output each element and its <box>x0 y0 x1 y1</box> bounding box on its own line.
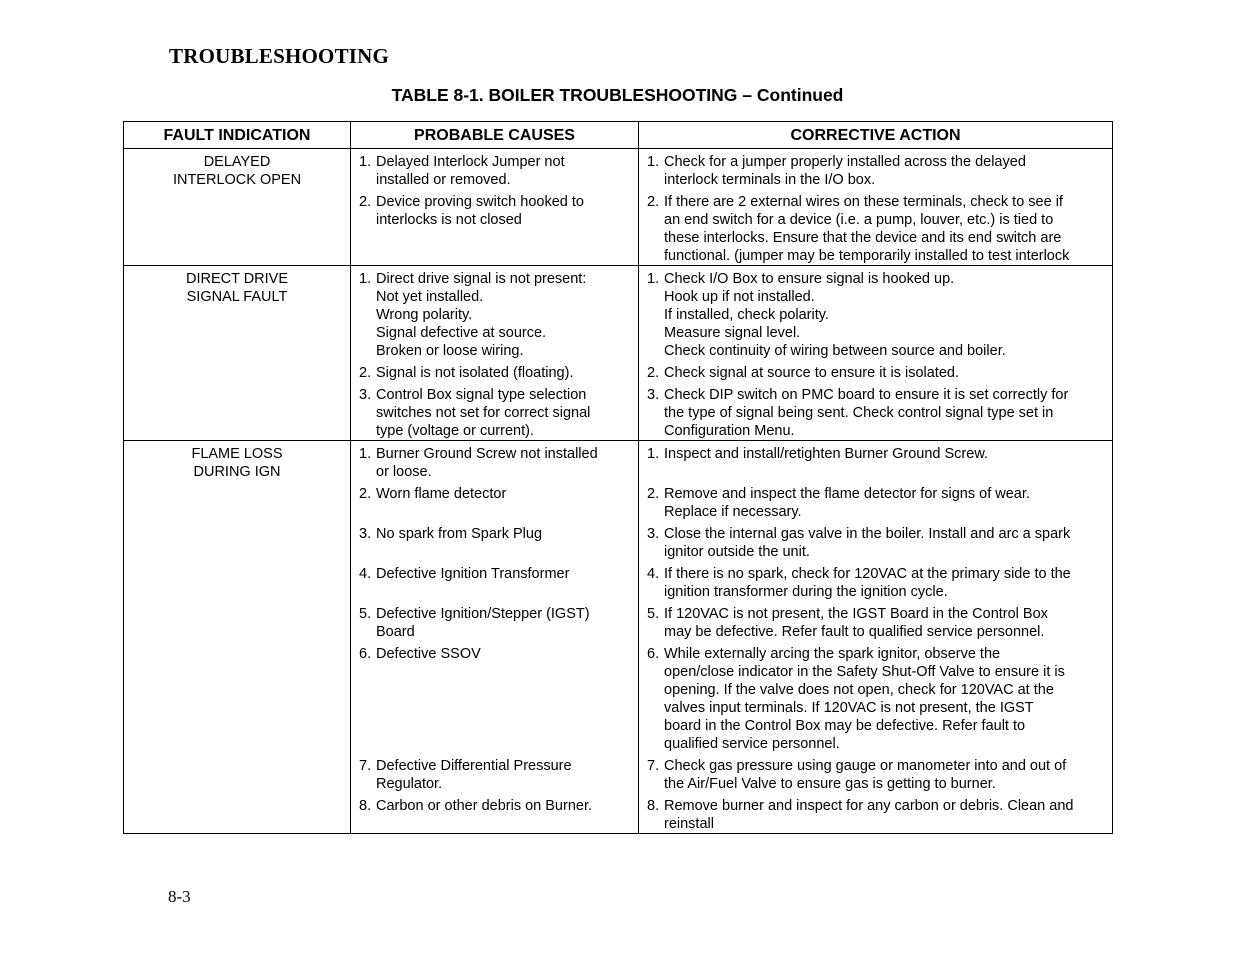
probable-cause-text-line: No spark from Spark Plug <box>376 526 543 542</box>
probable-cause-cell <box>351 441 639 834</box>
corrective-action-text-line: valves input terminals. If 120VAC is not present, the IGST <box>664 700 1034 716</box>
troubleshooting-table-container <box>123 121 1112 834</box>
fault-indication-line: INTERLOCK OPEN <box>172 172 302 188</box>
corrective-action-cell <box>639 441 1113 834</box>
fault-indication-cell <box>124 441 351 834</box>
probable-cause-text-line: Control Box signal type selection <box>376 387 587 403</box>
probable-cause-number: 1. <box>359 271 372 287</box>
corrective-action-text-line: If installed, check polarity. <box>664 307 829 323</box>
corrective-action-item <box>647 525 1108 561</box>
probable-cause-cell <box>351 149 639 266</box>
corrective-action-text-line: ignitor outside the unit. <box>664 544 810 560</box>
corrective-action-item <box>647 270 1108 360</box>
corrective-action-number: 1. <box>647 154 660 170</box>
corrective-action-text-line: the Air/Fuel Valve to ensure gas is getting to burner. <box>664 776 996 792</box>
corrective-action-text-line: Remove burner and inspect for any carbon or debris. Clean and <box>664 798 1074 814</box>
corrective-action-text-line: an end switch for a device (i.e. a pump, louver, etc.) is tied to <box>664 212 1054 228</box>
corrective-action-text-line: these interlocks. Ensure that the device and its end switch are <box>664 230 1062 246</box>
table-row <box>124 266 1113 441</box>
corrective-action-item <box>647 364 1108 382</box>
column-header-corrective-action: CORRECTIVE ACTION <box>639 122 1113 149</box>
corrective-action-number: 2. <box>647 365 660 381</box>
corrective-action-number: 8. <box>647 798 660 814</box>
probable-cause-number: 7. <box>359 758 372 774</box>
table-header-row <box>124 122 1113 149</box>
corrective-action-number: 2. <box>647 486 660 502</box>
corrective-action-number: 1. <box>647 446 660 462</box>
probable-cause-text-line: Worn flame detector <box>376 486 507 502</box>
corrective-action-text-line: Check for a jumper properly installed across the delayed <box>664 154 1026 170</box>
probable-cause-text-line: switches not set for correct signal <box>376 405 591 421</box>
fault-indication-line: FLAME LOSS <box>191 446 283 462</box>
probable-cause-text-line: or loose. <box>376 464 432 480</box>
corrective-action-text-line: Check signal at source to ensure it is isolated. <box>664 365 959 381</box>
probable-cause-text-line: Carbon or other debris on Burner. <box>376 798 593 814</box>
corrective-action-text-line: If there are 2 external wires on these terminals, check to see if <box>664 194 1063 210</box>
corrective-action-number: 6. <box>647 646 660 662</box>
probable-cause-item <box>359 525 634 543</box>
corrective-action-number: 2. <box>647 194 660 210</box>
corrective-action-item <box>647 797 1108 833</box>
corrective-action-text-line: Hook up if not installed. <box>664 289 815 305</box>
column-header-probable-causes: PROBABLE CAUSES <box>351 122 639 149</box>
table-row <box>124 149 1113 266</box>
corrective-action-cell <box>639 266 1113 441</box>
probable-cause-text-line: Wrong polarity. <box>376 307 473 323</box>
probable-cause-text-line: Signal defective at source. <box>376 325 547 341</box>
fault-indication-cell <box>124 266 351 441</box>
corrective-action-text-line: While externally arcing the spark ignitor, observe the <box>664 646 1001 662</box>
table-body <box>124 149 1113 834</box>
table-caption: TABLE 8-1. BOILER TROUBLESHOOTING – Continued <box>391 85 844 105</box>
corrective-action-number: 5. <box>647 606 660 622</box>
probable-cause-text-line: Device proving switch hooked to <box>376 194 584 210</box>
corrective-action-text-line: If there is no spark, check for 120VAC at the primary side to the <box>664 566 1071 582</box>
corrective-action-text-line: interlock terminals in the I/O box. <box>664 172 876 188</box>
fault-indication-line: DIRECT DRIVE <box>185 271 289 287</box>
fault-indication-line: SIGNAL FAULT <box>186 289 288 305</box>
probable-cause-item <box>359 757 634 793</box>
corrective-action-text-line: ignition transformer during the ignition cycle. <box>664 584 948 600</box>
probable-cause-text-line: Defective SSOV <box>376 646 481 662</box>
probable-cause-text-line: type (voltage or current). <box>376 423 534 439</box>
corrective-action-text-line: opening. If the valve does not open, check for 120VAC at the <box>664 682 1054 698</box>
corrective-action-item <box>647 445 1108 463</box>
probable-cause-number: 1. <box>359 446 372 462</box>
corrective-action-number: 4. <box>647 566 660 582</box>
corrective-action-number: 7. <box>647 758 660 774</box>
corrective-action-text-line: functional. (jumper may be temporarily installed to test interlock <box>664 248 1070 264</box>
corrective-action-item <box>647 757 1108 793</box>
probable-cause-text-line: Defective Differential Pressure <box>376 758 572 774</box>
table-row <box>124 441 1113 834</box>
probable-cause-text-line: Burner Ground Screw not installed <box>376 446 598 462</box>
probable-cause-cell <box>351 266 639 441</box>
corrective-action-text-line: Check DIP switch on PMC board to ensure it is set correctly for <box>664 387 1069 403</box>
corrective-action-number: 3. <box>647 387 660 403</box>
probable-cause-number: 2. <box>359 194 372 210</box>
corrective-action-item <box>647 386 1108 440</box>
probable-cause-number: 2. <box>359 486 372 502</box>
corrective-action-cell <box>639 149 1113 266</box>
probable-cause-text-line: Regulator. <box>376 776 443 792</box>
probable-cause-item <box>359 445 634 481</box>
probable-cause-text-line: Not yet installed. <box>376 289 484 305</box>
corrective-action-item <box>647 193 1108 265</box>
probable-cause-number: 3. <box>359 387 372 403</box>
corrective-action-number: 3. <box>647 526 660 542</box>
fault-indication-cell <box>124 149 351 266</box>
probable-cause-number: 3. <box>359 526 372 542</box>
corrective-action-text-line: Inspect and install/retighten Burner Ground Screw. <box>664 446 989 462</box>
probable-cause-text-line: Board <box>376 624 415 640</box>
fault-indication-line: DURING IGN <box>193 464 281 480</box>
probable-cause-text-line: Defective Ignition Transformer <box>376 566 570 582</box>
corrective-action-text-line: may be defective. Refer fault to qualified service personnel. <box>664 624 1045 640</box>
page-number: 8-3 <box>168 887 191 906</box>
corrective-action-item <box>647 605 1108 641</box>
probable-cause-text-line: installed or removed. <box>376 172 511 188</box>
fault-indication-line: DELAYED <box>203 154 271 170</box>
probable-cause-number: 1. <box>359 154 372 170</box>
corrective-action-text-line: Remove and inspect the flame detector for signs of wear. <box>664 486 1030 502</box>
probable-cause-item <box>359 153 634 189</box>
probable-cause-text-line: Defective Ignition/Stepper (IGST) <box>376 606 590 622</box>
column-header-fault-indication: FAULT INDICATION <box>124 122 351 149</box>
corrective-action-text-line: open/close indicator in the Safety Shut-Off Valve to ensure it is <box>664 664 1065 680</box>
probable-cause-item <box>359 645 634 663</box>
troubleshooting-table <box>123 121 1113 834</box>
corrective-action-text-line: Check I/O Box to ensure signal is hooked up. <box>664 271 955 287</box>
probable-cause-text-line: Direct drive signal is not present: <box>376 271 587 287</box>
corrective-action-text-line: Replace if necessary. <box>664 504 802 520</box>
corrective-action-text-line: Check gas pressure using gauge or manometer into and out of <box>664 758 1067 774</box>
corrective-action-item <box>647 565 1108 601</box>
section-title: TROUBLESHOOTING <box>169 44 390 68</box>
probable-cause-item <box>359 485 634 503</box>
probable-cause-number: 4. <box>359 566 372 582</box>
corrective-action-text-line: board in the Control Box may be defective. Refer fault to <box>664 718 1026 734</box>
probable-cause-text-line: Signal is not isolated (floating). <box>376 365 574 381</box>
corrective-action-text-line: Measure signal level. <box>664 325 801 341</box>
corrective-action-item <box>647 153 1108 189</box>
corrective-action-text-line: the type of signal being sent. Check control signal type set in <box>664 405 1054 421</box>
corrective-action-text-line: qualified service personnel. <box>664 736 840 752</box>
probable-cause-item <box>359 605 634 641</box>
probable-cause-item <box>359 386 634 440</box>
corrective-action-number: 1. <box>647 271 660 287</box>
probable-cause-item <box>359 270 634 360</box>
probable-cause-number: 6. <box>359 646 372 662</box>
probable-cause-text-line: Delayed Interlock Jumper not <box>376 154 565 170</box>
probable-cause-number: 5. <box>359 606 372 622</box>
corrective-action-item <box>647 485 1108 521</box>
probable-cause-item <box>359 797 634 815</box>
probable-cause-text-line: interlocks is not closed <box>376 212 522 228</box>
corrective-action-text-line: Check continuity of wiring between source and boiler. <box>664 343 1006 359</box>
corrective-action-text-line: Configuration Menu. <box>664 423 795 439</box>
corrective-action-item <box>647 645 1108 753</box>
corrective-action-text-line: If 120VAC is not present, the IGST Board in the Control Box <box>664 606 1048 622</box>
probable-cause-item <box>359 193 634 229</box>
probable-cause-number: 2. <box>359 365 372 381</box>
probable-cause-item <box>359 364 634 382</box>
probable-cause-number: 8. <box>359 798 372 814</box>
probable-cause-text-line: Broken or loose wiring. <box>376 343 524 359</box>
probable-cause-item <box>359 565 634 583</box>
corrective-action-text-line: reinstall <box>664 816 714 832</box>
corrective-action-text-line: Close the internal gas valve in the boiler. Install and arc a spark <box>664 526 1071 542</box>
